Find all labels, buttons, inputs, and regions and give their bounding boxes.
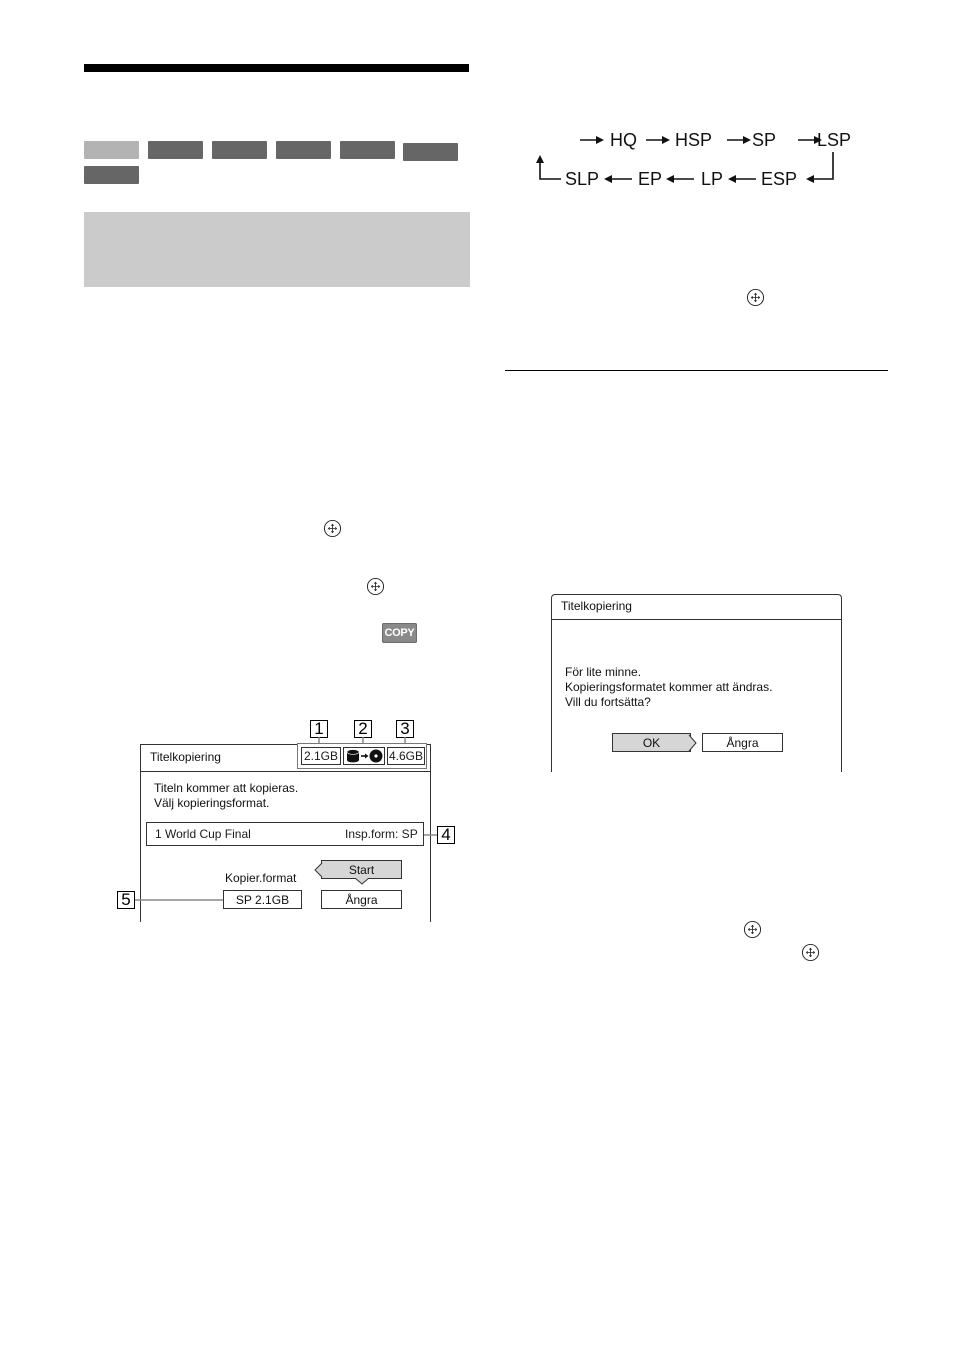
heading-rule <box>84 64 469 72</box>
format-lp: LP <box>701 169 724 189</box>
format-slp: SLP <box>565 169 600 189</box>
selection-pointer-icon <box>688 734 698 752</box>
title-row[interactable] <box>146 822 424 846</box>
format-hsp: HSP <box>675 130 713 150</box>
callout-1: 1 <box>310 720 328 738</box>
enter-icon <box>743 920 762 939</box>
callout-3: 3 <box>396 720 414 738</box>
format-lsp: LSP <box>817 130 852 150</box>
source-size: 2.1GB <box>301 747 341 765</box>
callout-4-connector <box>424 833 438 837</box>
dialog-line2: Kopieringsformatet kommer att ändras. <box>565 680 773 694</box>
disc-icon <box>370 750 383 763</box>
section-banner <box>84 212 470 287</box>
callout-4: 4 <box>437 826 455 844</box>
format-esp: ESP <box>761 169 798 189</box>
copy-direction <box>343 747 385 765</box>
enter-icon <box>801 943 820 962</box>
format-sp: SP <box>752 130 777 150</box>
tag-4 <box>276 141 331 159</box>
dialog-cancel-button[interactable]: Ångra <box>702 733 783 752</box>
dialog-title: Titelkopiering <box>561 599 632 613</box>
callout-2: 2 <box>354 720 372 738</box>
enter-icon <box>746 288 765 307</box>
copy-screen-title: Titelkopiering <box>150 750 221 764</box>
dest-size: 4.6GB <box>388 749 424 763</box>
copy-message-line2: Välj kopieringsformat. <box>154 796 270 810</box>
start-button[interactable]: Start <box>321 860 402 879</box>
dialog-line3: Vill du fortsätta? <box>565 695 651 709</box>
selection-pointer-down-icon <box>355 878 369 886</box>
dialog-line1: För lite minne. <box>565 665 642 679</box>
tag-3 <box>212 141 267 159</box>
hdd-icon <box>347 750 359 763</box>
copy-screen-separator <box>141 771 430 772</box>
section-divider <box>505 370 888 371</box>
copy-button-badge: COPY <box>382 623 417 643</box>
callout-5: 5 <box>117 891 135 909</box>
copy-format-label: Kopier.format <box>225 871 297 885</box>
cancel-button[interactable]: Ångra <box>321 890 402 909</box>
format-ep: EP <box>638 169 663 189</box>
tag-2 <box>148 141 203 159</box>
callout-5-connector <box>135 898 225 902</box>
copy-message-line1: Titeln kommer att kopieras. <box>154 781 299 795</box>
copy-info-group <box>297 743 427 769</box>
tag-5 <box>340 141 395 159</box>
dialog-separator <box>552 619 841 620</box>
selection-pointer-icon <box>314 862 326 886</box>
ok-button[interactable]: OK <box>612 733 691 752</box>
enter-icon <box>366 577 385 596</box>
copy-format-select[interactable]: SP 2.1GB <box>223 890 302 909</box>
tag-1 <box>84 141 139 159</box>
tag-6 <box>403 143 458 161</box>
arrow-right-icon <box>361 754 369 759</box>
title-row-recmode: Insp.form: SP <box>345 827 418 841</box>
format-hq: HQ <box>610 130 637 150</box>
enter-icon <box>323 519 342 538</box>
tag-7 <box>84 166 139 184</box>
title-row-name: 1 World Cup Final <box>155 827 251 841</box>
